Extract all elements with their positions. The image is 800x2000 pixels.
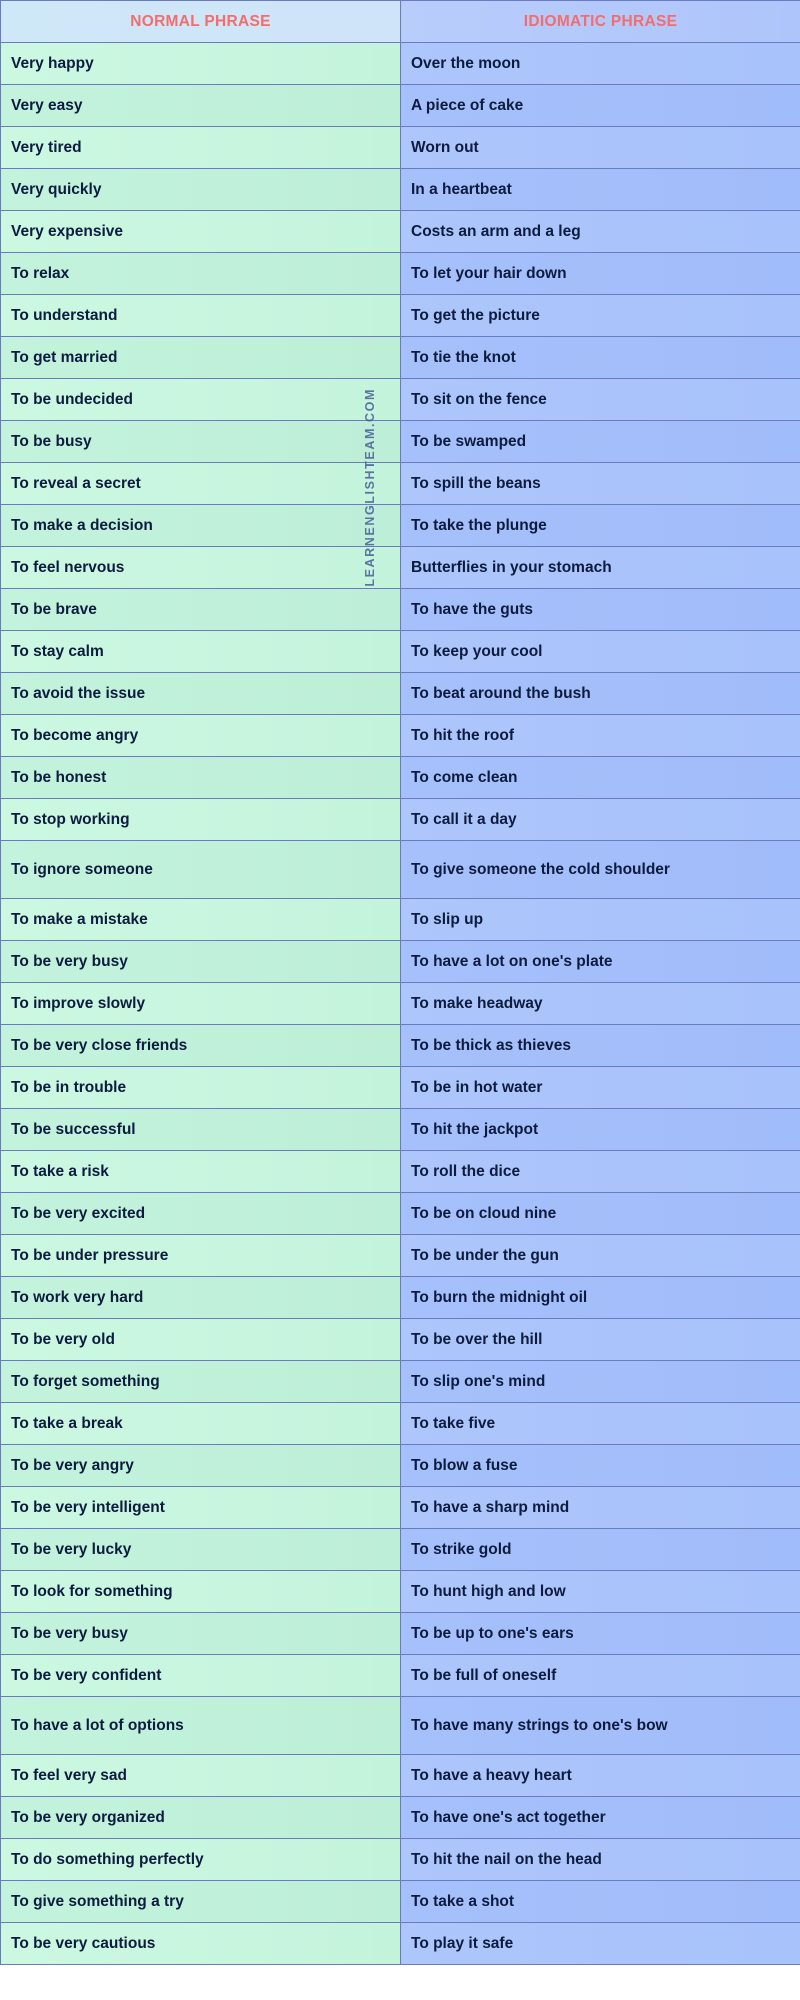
cell-idiomatic-phrase: Butterflies in your stomach (401, 547, 800, 589)
table-row (1, 841, 800, 899)
cell-normal-phrase: To get married (1, 337, 401, 379)
cell-normal-phrase: To feel nervous (1, 547, 401, 589)
cell-normal-phrase: To take a break (1, 1403, 401, 1445)
cell-idiomatic-phrase: To be under the gun (401, 1235, 800, 1277)
cell-idiomatic-phrase: To be in hot water (401, 1067, 800, 1109)
cell-idiomatic-phrase: To have a heavy heart (401, 1755, 800, 1797)
cell-idiomatic-phrase: To take five (401, 1403, 800, 1445)
cell-normal-phrase: To make a mistake (1, 899, 401, 941)
cell-normal-phrase: To be successful (1, 1109, 401, 1151)
header-row (1, 1, 800, 43)
cell-idiomatic-phrase: In a heartbeat (401, 169, 800, 211)
cell-normal-phrase: To be very old (1, 1319, 401, 1361)
table-header (1, 1, 800, 43)
cell-idiomatic-phrase: To hit the nail on the head (401, 1839, 800, 1881)
cell-normal-phrase: To look for something (1, 1571, 401, 1613)
table-row (1, 1797, 800, 1839)
table-row (1, 1319, 800, 1361)
cell-normal-phrase: To be brave (1, 589, 401, 631)
table-row (1, 1277, 800, 1319)
cell-normal-phrase: Very tired (1, 127, 401, 169)
watermark-text: LEARNENGLISHTEAM.COM (363, 388, 377, 587)
cell-idiomatic-phrase: To have one's act together (401, 1797, 800, 1839)
table-row (1, 1755, 800, 1797)
cell-idiomatic-phrase: To spill the beans (401, 463, 800, 505)
cell-normal-phrase: To be very intelligent (1, 1487, 401, 1529)
cell-normal-phrase: To be very organized (1, 1797, 401, 1839)
table-row (1, 899, 800, 941)
cell-idiomatic-phrase: To keep your cool (401, 631, 800, 673)
cell-normal-phrase: To be busy (1, 421, 401, 463)
table-body (1, 43, 800, 1965)
cell-idiomatic-phrase: To be on cloud nine (401, 1193, 800, 1235)
table-row (1, 1403, 800, 1445)
cell-idiomatic-phrase: To make headway (401, 983, 800, 1025)
cell-idiomatic-phrase: To slip up (401, 899, 800, 941)
cell-normal-phrase: To be very busy (1, 941, 401, 983)
cell-idiomatic-phrase: To have many strings to one's bow (401, 1697, 800, 1755)
column-header-normal-phrase: NORMAL PHRASE (1, 1, 401, 43)
cell-idiomatic-phrase: To hit the jackpot (401, 1109, 800, 1151)
table-row (1, 211, 800, 253)
table-row (1, 43, 800, 85)
cell-normal-phrase: To have a lot of options (1, 1697, 401, 1755)
column-header-idiomatic-phrase: IDIOMATIC PHRASE (401, 1, 800, 43)
table-row (1, 1487, 800, 1529)
cell-normal-phrase: To stay calm (1, 631, 401, 673)
table-row (1, 1529, 800, 1571)
cell-normal-phrase: To be undecided (1, 379, 401, 421)
cell-normal-phrase: To relax (1, 253, 401, 295)
table-row (1, 1697, 800, 1755)
table-row (1, 1151, 800, 1193)
table-row (1, 1571, 800, 1613)
table-row (1, 631, 800, 673)
table-row (1, 295, 800, 337)
table-row (1, 589, 800, 631)
cell-normal-phrase: To be very busy (1, 1613, 401, 1655)
table-row (1, 253, 800, 295)
cell-normal-phrase: To be honest (1, 757, 401, 799)
cell-normal-phrase: Very happy (1, 43, 401, 85)
table-row (1, 1235, 800, 1277)
cell-normal-phrase: To be very excited (1, 1193, 401, 1235)
table-row (1, 1361, 800, 1403)
table-row (1, 1881, 800, 1923)
cell-idiomatic-phrase: To have a lot on one's plate (401, 941, 800, 983)
cell-idiomatic-phrase: To hunt high and low (401, 1571, 800, 1613)
cell-normal-phrase: Very quickly (1, 169, 401, 211)
cell-idiomatic-phrase: To slip one's mind (401, 1361, 800, 1403)
cell-normal-phrase: To be very close friends (1, 1025, 401, 1067)
cell-normal-phrase: To understand (1, 295, 401, 337)
cell-idiomatic-phrase: To come clean (401, 757, 800, 799)
cell-idiomatic-phrase: To have a sharp mind (401, 1487, 800, 1529)
cell-idiomatic-phrase: To have the guts (401, 589, 800, 631)
table-row (1, 799, 800, 841)
cell-normal-phrase: To ignore someone (1, 841, 401, 899)
cell-idiomatic-phrase: To be full of oneself (401, 1655, 800, 1697)
cell-idiomatic-phrase: To take a shot (401, 1881, 800, 1923)
cell-normal-phrase: To be very lucky (1, 1529, 401, 1571)
cell-idiomatic-phrase: To sit on the fence (401, 379, 800, 421)
cell-normal-phrase: To reveal a secret (1, 463, 401, 505)
cell-normal-phrase: Very easy (1, 85, 401, 127)
cell-normal-phrase: To be under pressure (1, 1235, 401, 1277)
cell-normal-phrase: To avoid the issue (1, 673, 401, 715)
table-row (1, 757, 800, 799)
table-row (1, 337, 800, 379)
cell-idiomatic-phrase: To be swamped (401, 421, 800, 463)
table-row (1, 1839, 800, 1881)
table-row (1, 1025, 800, 1067)
cell-idiomatic-phrase: To be thick as thieves (401, 1025, 800, 1067)
table-row (1, 127, 800, 169)
cell-normal-phrase: To be in trouble (1, 1067, 401, 1109)
cell-normal-phrase: To make a decision (1, 505, 401, 547)
cell-idiomatic-phrase: To be up to one's ears (401, 1613, 800, 1655)
table-row (1, 505, 800, 547)
cell-normal-phrase: To forget something (1, 1361, 401, 1403)
table-row (1, 379, 800, 421)
table-row (1, 85, 800, 127)
cell-idiomatic-phrase: To hit the roof (401, 715, 800, 757)
cell-normal-phrase: To become angry (1, 715, 401, 757)
table-row (1, 715, 800, 757)
cell-normal-phrase: To improve slowly (1, 983, 401, 1025)
cell-normal-phrase: To be very confident (1, 1655, 401, 1697)
cell-idiomatic-phrase: To blow a fuse (401, 1445, 800, 1487)
table-row (1, 1613, 800, 1655)
cell-idiomatic-phrase: To be over the hill (401, 1319, 800, 1361)
cell-idiomatic-phrase: To take the plunge (401, 505, 800, 547)
table-row (1, 1655, 800, 1697)
cell-idiomatic-phrase: To give someone the cold shoulder (401, 841, 800, 899)
table-row (1, 463, 800, 505)
cell-normal-phrase: To be very angry (1, 1445, 401, 1487)
cell-idiomatic-phrase: To tie the knot (401, 337, 800, 379)
cell-normal-phrase: To stop working (1, 799, 401, 841)
cell-idiomatic-phrase: Worn out (401, 127, 800, 169)
cell-idiomatic-phrase: To beat around the bush (401, 673, 800, 715)
table-row (1, 169, 800, 211)
table-row (1, 547, 800, 589)
cell-idiomatic-phrase: To get the picture (401, 295, 800, 337)
table-row (1, 1109, 800, 1151)
cell-normal-phrase: To work very hard (1, 1277, 401, 1319)
cell-idiomatic-phrase: Over the moon (401, 43, 800, 85)
cell-idiomatic-phrase: To strike gold (401, 1529, 800, 1571)
cell-idiomatic-phrase: To call it a day (401, 799, 800, 841)
cell-idiomatic-phrase: Costs an arm and a leg (401, 211, 800, 253)
cell-normal-phrase: To feel very sad (1, 1755, 401, 1797)
table-row (1, 1193, 800, 1235)
table-row (1, 673, 800, 715)
cell-idiomatic-phrase: To roll the dice (401, 1151, 800, 1193)
table-row (1, 941, 800, 983)
cell-idiomatic-phrase: To let your hair down (401, 253, 800, 295)
cell-normal-phrase: Very expensive (1, 211, 401, 253)
cell-idiomatic-phrase: A piece of cake (401, 85, 800, 127)
cell-normal-phrase: To do something perfectly (1, 1839, 401, 1881)
cell-idiomatic-phrase: To burn the midnight oil (401, 1277, 800, 1319)
table-row (1, 983, 800, 1025)
table-row (1, 1067, 800, 1109)
table-row (1, 421, 800, 463)
cell-normal-phrase: To give something a try (1, 1881, 401, 1923)
table-row (1, 1445, 800, 1487)
cell-normal-phrase: To take a risk (1, 1151, 401, 1193)
cell-normal-phrase: To be very cautious (1, 1923, 401, 1965)
table-row (1, 1923, 800, 1965)
cell-idiomatic-phrase: To play it safe (401, 1923, 800, 1965)
